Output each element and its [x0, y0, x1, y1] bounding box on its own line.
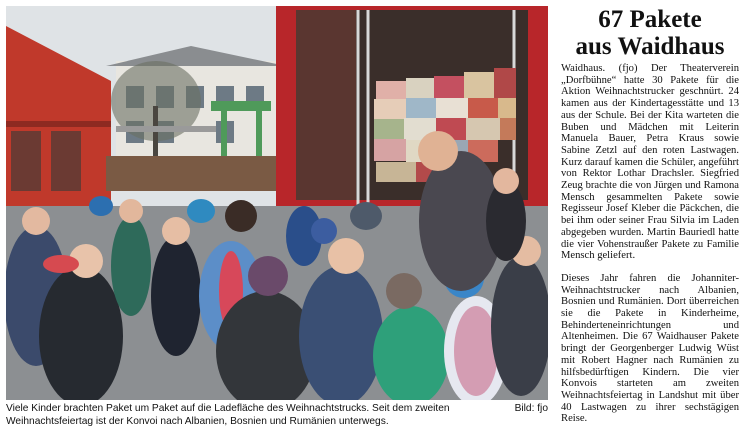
news-photo	[6, 6, 548, 400]
caption-text: Viele Kinder brachten Paket um Paket auf die Ladefläche des Weihnachtstrucks. Seit dem zweiten Weihnachtsfeiertag ist der Konvoi nach Albanien, Bosnien und Rumänien unterwegs.	[6, 403, 450, 427]
headline-line-1: 67 Pakete	[598, 6, 702, 33]
photo-illustration	[6, 6, 548, 400]
article-body	[561, 63, 739, 436]
article-paragraph-2: Dieses Jahr fahren die Johanniter-Weihnachtstrucker nach Albanien, Bosnien und Rumänien. Dort überreichen sie die Pakete in Kinderheime, Behinderteneinrichtungen und Altenheimen. Die 67 Waidhauser Pakete bringt der Georgenberger Ludwig Wüst mit Robert Hagner nach Rumänien zu hilfsbedürftigen Kindern. Die vier Konvois starteten am zweiten Weihnachtsfeiertag in Landshut mit über 40 Lastwagen zu ihrer sechstägigen Reise.	[561, 272, 739, 425]
headline	[556, 6, 744, 60]
photo-credit: Bild: fjo	[514, 403, 548, 414]
article-paragraph-1: Waidhaus. (fjo) Der Theaterverein „Dorfbühne“ hatte 30 Pakete für die Aktion Weihnachtstrucker geschnürt. 24 kamen aus der Kindertagesstätte und 13 aus der Schule. Bei der Kita warteten die Buben und Mädchen mit Leiterin Manuela Bauer, Petra Kraus sowie Sabine Zetzl auf den roten Lastwagen. Kurz darauf kamen die Schüler, angeführt von Rektor Lothar Drachsler. Siegfried Zeug brachte die von Jürgen und Ramona Mensch gesammelten Pakete sowie Regisseur Josef Kleber die Päckchen, die bei ihm oder seiner Frau Silvia im Laden abgegeben wurden. Martin Bauriedl hatte die vier Vohenstraußer Pakete zu Familie Mensch geliefert.	[561, 63, 739, 262]
headline-line-2: aus Waidhaus	[575, 33, 725, 60]
photo-caption	[6, 403, 548, 428]
